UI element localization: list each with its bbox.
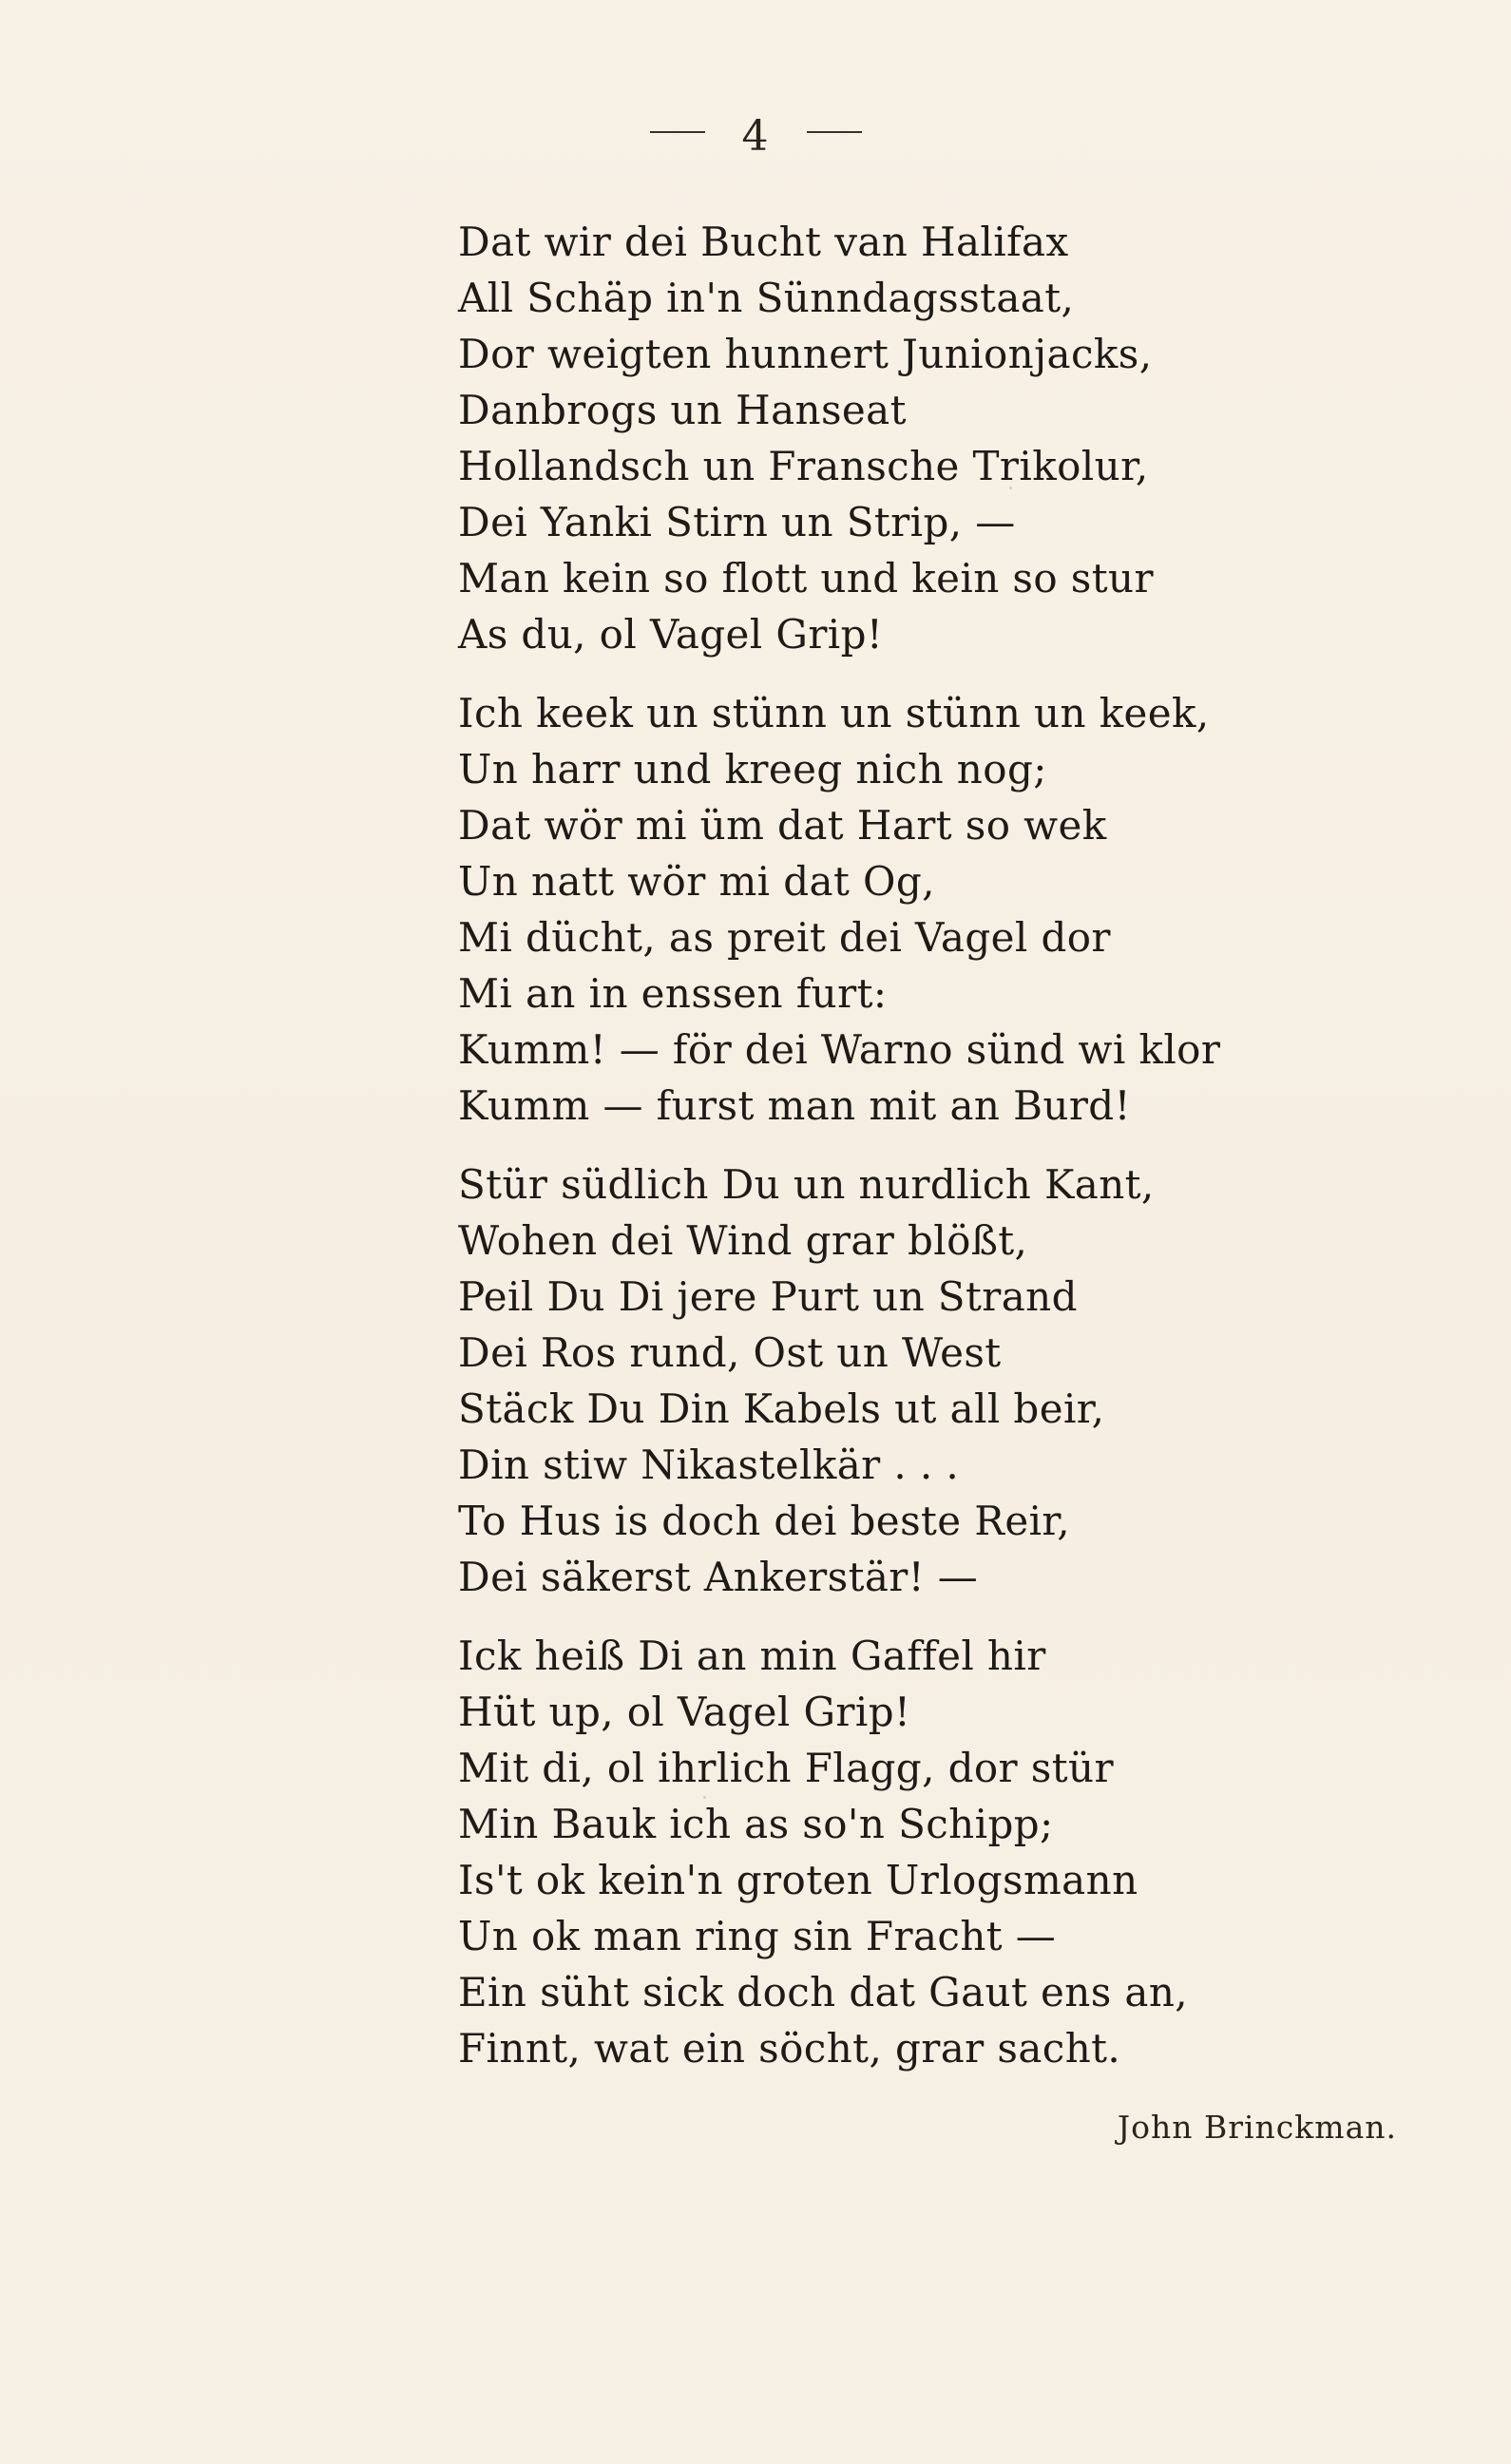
poem-line: Dei Yanki Stirn un Strip, — xyxy=(458,499,1016,545)
poem-line: Mit di, ol ihrlich Flagg, dor stür xyxy=(458,1745,1114,1791)
poem-line: Dei säkerst Ankerstär! — xyxy=(458,1554,979,1600)
poem-line: Ich keek un stünn un stünn un keek, xyxy=(458,690,1210,736)
stanza-2 xyxy=(458,685,1294,1134)
poem-line: Un natt wör mi dat Og, xyxy=(458,858,935,905)
stanza-4 xyxy=(458,1628,1294,2076)
page-number-text: 4 xyxy=(741,112,770,161)
page-number-right-dash xyxy=(807,131,862,133)
poem-line: Un ok man ring sin Fracht — xyxy=(458,1913,1057,1959)
poem-line: Un harr und kreeg nich nog; xyxy=(458,746,1047,793)
poem-line: Kumm! — för dei Warno sünd wi klor xyxy=(458,1026,1221,1073)
stanza-3 xyxy=(458,1156,1294,1605)
poem-line: Din stiw Nikastelkär . . . xyxy=(458,1442,960,1488)
poem-line: Peil Du Di jere Purt un Strand xyxy=(458,1273,1078,1320)
poem-line: As du, ol Vagel Grip! xyxy=(458,611,884,658)
poem-line: Dei Ros rund, Ost un West xyxy=(458,1329,1002,1376)
poem-line: Dat wör mi üm dat Hart so wek xyxy=(458,802,1107,849)
poem-line: Hollandsch un Fransche Trikolur, xyxy=(458,443,1149,489)
poem-line: Dor weigten hunnert Junionjacks, xyxy=(458,331,1153,377)
poem-line: Mi an in enssen furt: xyxy=(458,970,888,1017)
stanza-1 xyxy=(458,214,1294,662)
poem-line: Wohen dei Wind grar blößt, xyxy=(458,1217,1028,1264)
poem-line: Min Bauk ich as so'n Schipp; xyxy=(458,1801,1054,1847)
page-number-left-dash xyxy=(650,131,705,133)
poem-line: Man kein so flott und kein so stur xyxy=(458,555,1154,602)
author-signature: John Brinckman. xyxy=(1117,2109,1397,2146)
poem-line: Dat wir dei Bucht van Halifax xyxy=(458,219,1069,265)
poem-line: Ein süht sick doch dat Gaut ens an, xyxy=(458,1969,1189,2015)
poem-line: Ick heiß Di an min Gaffel hir xyxy=(458,1633,1046,1679)
poem-line: All Schäp in'n Sünndagsstaat, xyxy=(458,275,1075,321)
page-number xyxy=(0,112,1511,162)
poem-line: Mi dücht, as preit dei Vagel dor xyxy=(458,914,1111,961)
poem-line: Danbrogs un Hanseat xyxy=(458,387,907,433)
poem xyxy=(458,214,1294,2099)
poem-line: Kumm — furst man mit an Burd! xyxy=(458,1082,1131,1129)
poem-line: Is't ok kein'n groten Urlogsmann xyxy=(458,1857,1138,1903)
poem-line: Stür südlich Du un nurdlich Kant, xyxy=(458,1161,1155,1208)
poem-line: Finnt, wat ein söcht, grar sacht. xyxy=(458,2025,1121,2072)
poem-line: To Hus is doch dei beste Reir, xyxy=(458,1498,1071,1544)
poem-line: Hüt up, ol Vagel Grip! xyxy=(458,1689,911,1735)
poem-line: Stäck Du Din Kabels ut all beir, xyxy=(458,1385,1105,1432)
